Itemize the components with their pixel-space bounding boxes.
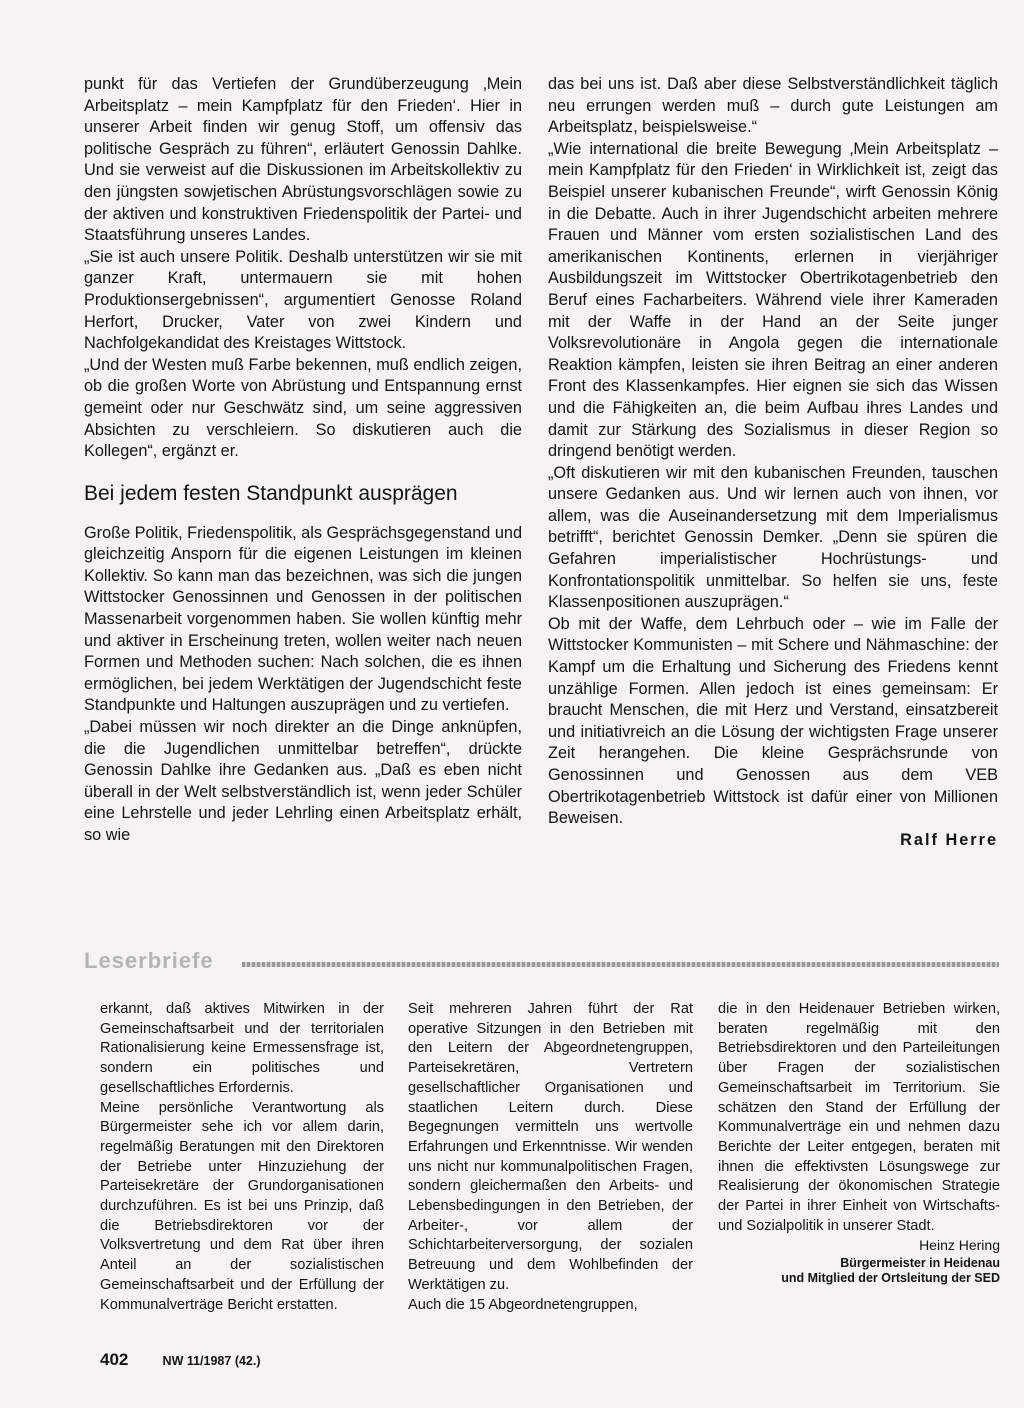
- paragraph: punkt für das Vertiefen der Grundüberzeugung ‚Mein Arbeitsplatz – mein Kampfplatz für den Frieden‘. Hier in unserer Arbeit finden wir genug Stoff, um offensiv das politische Gespräch zu führen“, erläutert Genossin Dahlke. Und sie verweist auf die Diskussionen im Arbeitskollektiv zu den jüngsten sowjetischen Abrüstungsvorschlägen sowie zu der aktiven und konstruktiven Friedenspolitik der Partei- und Staatsführung unseres Landes.: [84, 75, 522, 245]
- letter-signature-title: Bürgermeister in Heidenau: [840, 1256, 1000, 1271]
- paragraph: erkannt, daß aktives Mitwirken in der Gemeinschaftsarbeit und der territorialen Rationalisierung keine Ermessensfrage ist, sondern ein politisches und gesellschaftliches Erfordernis.: [100, 1001, 384, 1096]
- letters-section-header: [84, 948, 999, 976]
- paragraph: Große Politik, Friedenspolitik, als Gesprächsgegenstand und gleichzeitig Ansporn für die eigenen Leistungen im kleinen Kollektiv. So kann man das bezeichnen, was sich die jungen Wittstocker Genossinnen und Genossen in der politischen Massenarbeit vorgenommen haben. Sie wollen künftig mehr und aktiver in Erscheinung treten, wollen weiter nach neuen Formen und Methoden suchen: Nach solchen, die es ihnen ermöglichen, bei jedem Werktätigen der Jugendschicht feste Standpunkte und Haltungen auszuprägen und zu vertiefen.: [84, 523, 523, 715]
- paragraph: Ob mit der Waffe, dem Lehrbuch oder – wie im Falle der Wittstocker Kommunisten – mit Schere und Nähmaschine: der Kampf um die Erhaltung und Sicherung des Friedens kennt unzählige Formen. Allen jedoch ist eines gemeinsam: Er braucht Menschen, die mit Herz und Verstand, einsatzbereit und initiativreich an die Lösung der wichtigsten Frage unserer Zeit herangehen. Die kleine Gesprächsrunde von Genossinnen und Genossen aus dem VEB Obertrikotagenbetrieb Wittstock ist dafür einer von Millionen Beweisen.: [548, 614, 998, 828]
- article-author: Ralf Herre: [900, 830, 998, 849]
- letter-signature-title: und Mitglied der Ortsleitung der SED: [781, 1271, 1000, 1286]
- paragraph: „Oft diskutieren wir mit den kubanischen Freunden, tauschen unsere Gedanken aus. Und wir lernen auch von ihnen, vor allem, was die Auseinandersetzung mit dem Imperialismus betrifft“, berichtet Genossin Demker. „Denn sie spüren die Gefahren imperialistischer Hochrüstungs- und Konfrontationspolitik unmittelbar. So helfen sie uns, feste Klassenpositionen auszuprägen.“: [548, 463, 998, 612]
- paragraph: Seit mehreren Jahren führt der Rat operative Sitzungen in den Betrieben mit den Leitern der Abgeordnetengruppen, Parteisekretären, Vertretern gesellschaftlicher Organisationen und staatlichen Leitern durch. Diese Begegnungen vermitteln uns wertvolle Erfahrungen und Erkenntnisse. Wir wenden uns nicht nur kommunalpolitischen Fragen, sondern gleichermaßen den Arbeits- und Lebensbedingungen in den Betrieben, der Arbeiter-, vor allem der Schichtarbeiterversorgung, der sozialen Betreuung und dem Wohlbefinden der Werktätigen zu.: [408, 1001, 693, 1293]
- paragraph: „Und der Westen muß Farbe bekennen, muß endlich zeigen, ob die großen Worte von Abrüstung und Entspannung ernst gemeint oder nur Geschwätz sind, um seine aggressiven Absichten zu verschleiern. So diskutieren auch die Kollegen“, ergänzt er.: [84, 355, 522, 461]
- letter-column-2: [408, 1000, 693, 1315]
- letter-column-3: [718, 1000, 1000, 1286]
- paragraph: „Sie ist auch unsere Politik. Deshalb unterstützen wir sie mit ganzer Kraft, untermauern sie mit hohen Produktionsergebnissen“, argumentiert Genosse Roland Herfort, Drucker, Vater von zwei Kindern und Nachfolgekandidat des Kreistages Wittstock.: [84, 247, 522, 353]
- section-divider: [242, 962, 999, 967]
- paragraph: das bei uns ist. Daß aber diese Selbstverständlichkeit täglich neu errungen werden muß – durch gute Leistungen am Arbeitsplatz, beispielsweise.“: [548, 75, 998, 137]
- page-footer: [100, 1350, 261, 1370]
- article-column-left: [84, 74, 522, 847]
- paragraph: „Wie international die breite Bewegung ‚Mein Arbeitsplatz – mein Kampfplatz für den Frieden‘ in Wirklichkeit ist, zeigt das Beispiel unserer kubanischen Freunde“, wirft Genossin König in die Debatte. Auch in ihrer Jugendschicht arbeiten mehrere Frauen und Männer vom ersten sozialistischen Land des amerikanischen Kontinents, erlernen in vierjähriger Ausbildungszeit im Wittstocker Obertrikotagenbetrieb den Beruf eines Facharbeiters. Während viele ihrer Kameraden mit der Waffe in der Hand an der Seite junger Volksrevolutionäre in Angola gegen die internationale Reaktion kämpfen, leisten sie ihren Beitrag an einer anderen Front des Klassenkampfes. Hier eignen sie sich das Wissen und die Fähigkeiten an, die beim Aufbau ihres Landes und damit zur Stärkung des Sozialismus in dieser Region so dringend benötigt werden.: [548, 139, 998, 461]
- paragraph: Meine persönliche Verantwortung als Bürgermeister sehe ich vor allem darin, regelmäßig Beratungen mit den Direktoren der Betriebe unter Hinzuziehung der Parteisekretäre der Grundorganisationen durchzuführen. Es ist bei uns Prinzip, daß die Betriebsdirektoren vor der Volksvertretung und dem Rat über ihren Anteil an der sozialistischen Gemeinschaftsarbeit und der Erfüllung der Kommunalverträge Bericht erstatten.: [100, 1099, 384, 1313]
- article-column-right: [548, 74, 998, 851]
- subheading: Bei jedem festen Standpunkt ausprägen: [84, 481, 458, 505]
- issue-reference: NW 11/1987 (42.): [162, 1354, 261, 1368]
- letter-column-1: [100, 1000, 384, 1315]
- paragraph: Auch die 15 Abgeordnetengruppen,: [408, 1296, 638, 1313]
- page-number: 402: [100, 1350, 129, 1369]
- paragraph: die in den Heidenauer Betrieben wirken, beraten regelmäßig mit den Betriebsdirektoren und den Parteileitungen über Fragen der sozialistischen Gemeinschaftsarbeit im Territorium. Sie schätzen den Stand der Erfüllung der Kommunalverträge ein und nehmen dazu Berichte der Leiter entgegen, beraten mit ihnen die effektivsten Lösungswege zur Realisierung der ökonomischen Strategie der Partei in ihrer Einheit von Wirtschafts- und Sozialpolitik in unserer Stadt.: [718, 1001, 1000, 1234]
- paragraph: „Dabei müssen wir noch direkter an die Dinge anknüpfen, die die Jugendlichen unmittelbar betreffen“, drückte Genossin Dahlke ihre Gedanken aus. „Daß es eben nicht überall in der Welt selbstverständlich ist, wenn jeder Schüler eine Lehrstelle und jeder Lehrling einen Arbeitsplatz erhält, so wie: [84, 718, 522, 844]
- letter-signature-name: Heinz Hering: [919, 1237, 1000, 1254]
- letters-section-title: Leserbriefe: [84, 948, 214, 973]
